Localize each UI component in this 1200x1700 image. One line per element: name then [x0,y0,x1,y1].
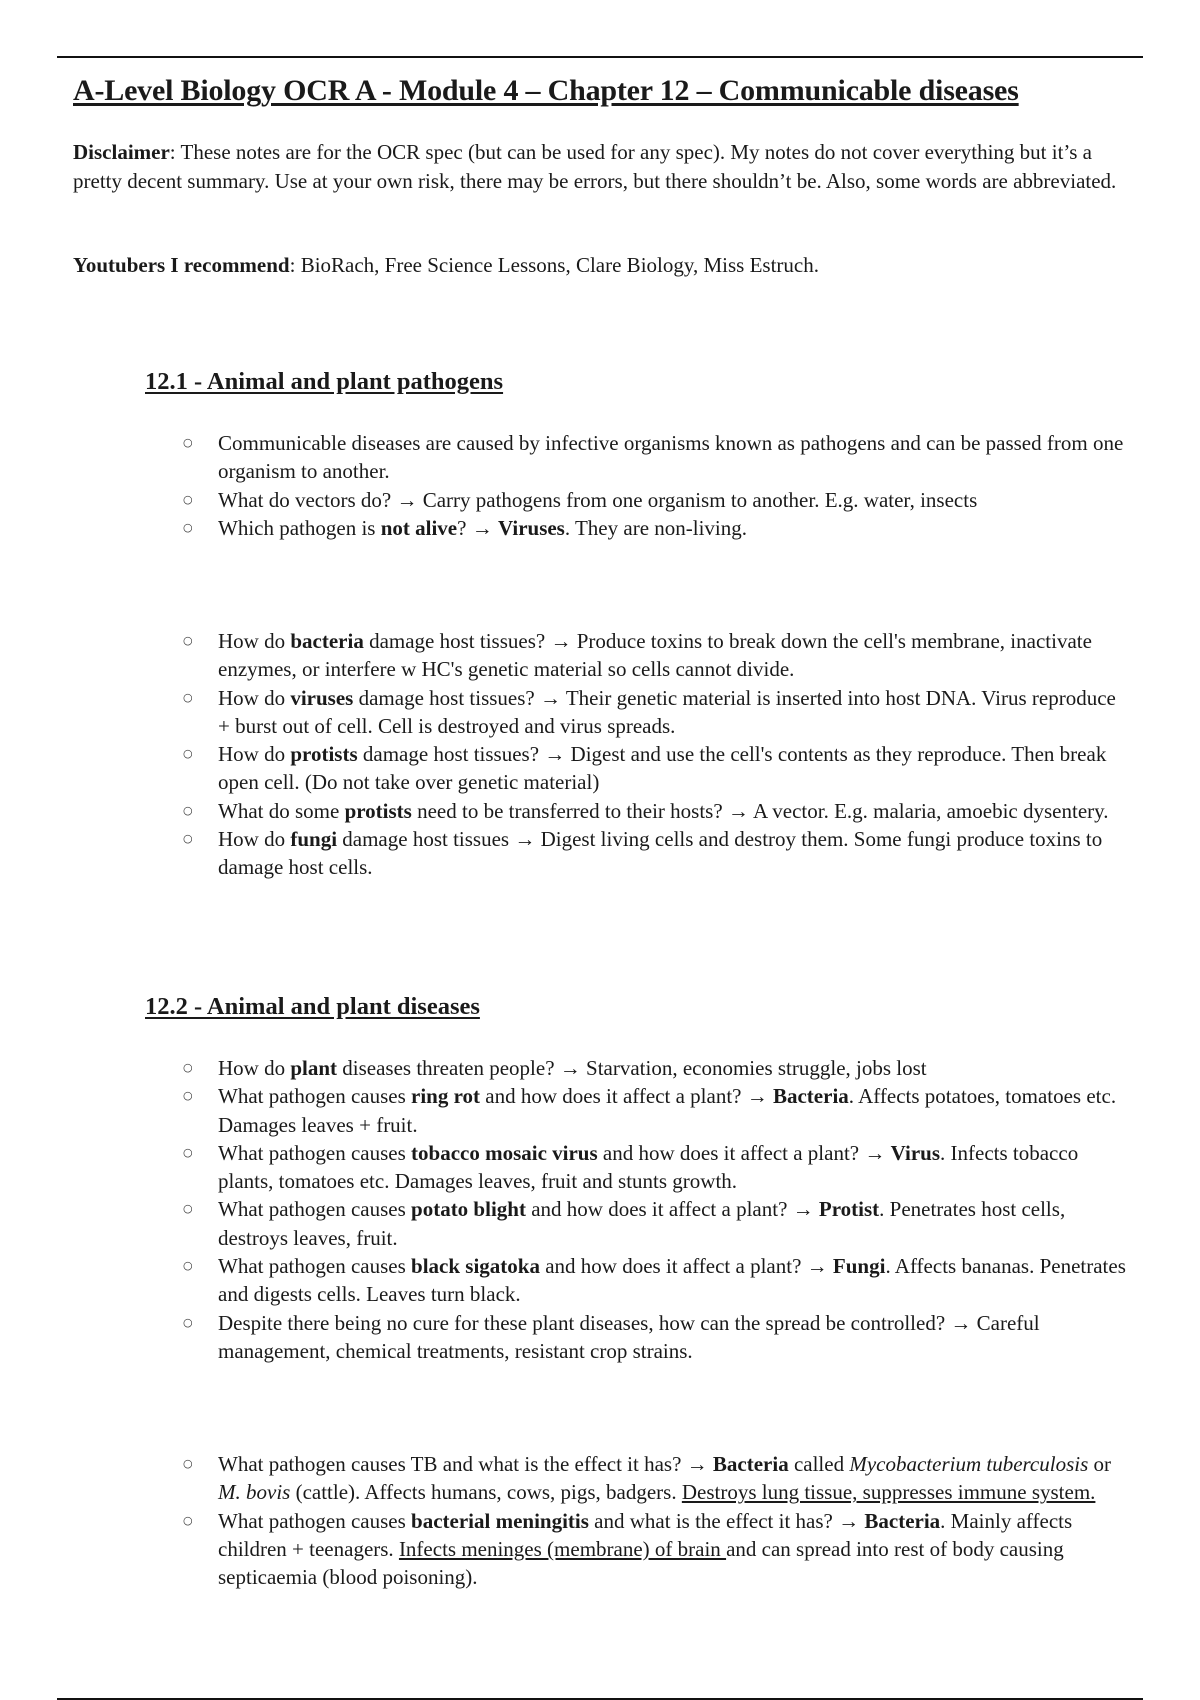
bullet-circle-icon: ○ [183,1259,193,1273]
list-item [0,1309,1128,1366]
bullet-circle-icon: ○ [183,520,193,534]
list-item [0,797,1128,825]
list-item [0,1195,1128,1252]
bullet-circle-icon: ○ [183,747,193,761]
bold-answer: Bacteria [772,1084,849,1109]
list-item-text: and what is the effect it has? → [588,1508,865,1533]
list-item-text: damage host tissues? → Produce toxins to break down the cell's membrane, inactivate enzymes, or interfere w HC's genetic material so cells cannot divide. [218,629,1092,682]
list-item-text: . Affects bananas. Penetrates and digests cells. Leaves turn black. [218,1254,1126,1307]
underlined-effect: Destroys lung tissue, suppresses immune system. [681,1480,1096,1505]
list-item-text: What pathogen causes [218,1140,412,1165]
list-item [0,1507,1128,1592]
bullet-circle-icon: ○ [183,1315,193,1329]
bullet-circle-icon: ○ [183,1513,193,1527]
bullet-circle-icon: ○ [183,1089,193,1103]
list-item [0,429,1128,486]
list-item-text: Communicable diseases are caused by infective organisms known as pathogens and can be passed from one organism to another. [218,431,1124,484]
list-item-text: How do [218,685,291,710]
bold-term: bacterial meningitis [411,1508,589,1533]
bullet-circle-icon: ○ [183,803,193,817]
bullet-list-12-2-a [0,1054,1128,1365]
list-item-text: . Penetrates host cells, destroys leaves, fruit. [218,1197,1066,1250]
section-heading-12-2: 12.2 - Animal and plant diseases [145,993,480,1020]
bold-term: plant [290,1056,338,1080]
bold-answer: Viruses [497,515,565,540]
bold-term: bacteria [290,629,364,653]
bullet-list-12-1-a [0,429,1128,542]
bullet-list-12-2-b [0,1450,1128,1591]
list-item-text: ? → [457,515,498,540]
youtubers-paragraph [73,251,1123,280]
list-item-text: . Infects tobacco plants, tomatoes etc. Damages leaves, fruit and stunts growth. [218,1140,1079,1194]
list-item-text: need to be transferred to their hosts? → A vector. E.g. malaria, amoebic dysentery. [411,798,1109,823]
list-item-text: What pathogen causes [218,1508,412,1533]
list-item-text: Despite there being no cure for these plant diseases, how can the spread be controlled? → Careful management, chemical treatments, resistant crop strains. [218,1310,1040,1363]
bold-term: not alive [380,515,458,540]
bold-term: tobacco mosaic virus [411,1140,598,1165]
list-item-text: What pathogen causes [218,1084,412,1109]
bold-term: protists [290,742,358,767]
species-name: M. bovis [218,1480,291,1505]
bullet-circle-icon: ○ [183,436,193,449]
list-item-text: What pathogen causes [218,1254,412,1279]
bold-term: viruses [290,685,354,710]
bold-answer: Protist [818,1197,880,1222]
list-item-text: and how does it affect a plant? → [597,1140,891,1165]
bold-answer: Virus [890,1140,941,1165]
list-item-text: (cattle). Affects humans, cows, pigs, badgers. [290,1480,682,1505]
list-item [0,740,1128,797]
list-item-text: damage host tissues? → Digest and use the cell's contents as they reproduce. Then break open cell. (Do not take over genetic material) [218,742,1107,795]
list-item-text: damage host tissues → Digest living cells and destroy them. Some fungi produce toxins to damage host cells. [218,827,1103,880]
bullet-circle-icon: ○ [183,634,193,647]
list-item [0,1139,1128,1196]
list-item-text: damage host tissues? → Their genetic material is inserted into host DNA. Virus reproduce + burst out of cell. Cell is destroyed and virus spreads. [218,685,1116,738]
list-item-text: and can spread into rest of body causing septicaemia (blood poisoning). [218,1536,1064,1590]
list-item-text: What pathogen causes TB and what is the effect it has? → [218,1452,713,1476]
bullet-circle-icon: ○ [183,690,193,704]
page-title: A-Level Biology OCR A - Module 4 – Chapter 12 – Communicable diseases [73,74,1019,107]
list-item-text: Which pathogen is [218,515,381,540]
list-item [0,514,1128,542]
youtubers-text: : BioRach, Free Science Lessons, Clare Biology, Miss Estruch. [289,253,819,277]
list-item [0,1082,1128,1139]
species-name: Mycobacterium tuberculosis [849,1452,1089,1476]
list-item [0,684,1128,741]
underlined-effect: Infects meninges (membrane) of brain [398,1536,727,1561]
disclaimer-text: : These notes are for the OCR spec (but can be used for any spec). My notes do not cover everything but it’s a pretty decent summary. Use at your own risk, there may be errors, but there shouldn’t be. Also, some words are abbreviated. [73,140,1117,193]
list-item [0,1450,1128,1507]
list-item-text: How do [218,742,291,767]
bold-answer: Fungi [832,1254,886,1279]
list-item-text: How do [218,629,291,653]
list-item-text: . Affects potatoes, tomatoes etc. Damages leaves + fruit. [218,1084,1117,1137]
list-item-text: and how does it affect a plant? → [480,1084,773,1109]
list-item-text: How do [218,1056,291,1080]
list-item-text: . They are non-living. [564,515,748,540]
bullet-circle-icon: ○ [183,1061,193,1074]
bold-term: fungi [290,827,338,852]
list-item [0,486,1128,514]
list-item-text: How do [218,827,291,852]
list-item-text: What do vectors do? → Carry pathogens from one organism to another. E.g. water, insects [218,487,978,512]
disclaimer-label: Disclaimer [73,140,170,164]
bold-answer: Bacteria [864,1508,941,1533]
list-item [0,1054,1128,1082]
list-item-text: and how does it affect a plant? → [539,1254,833,1279]
list-item-text: What pathogen causes [218,1197,412,1222]
bullet-list-12-1-b [0,627,1128,882]
bold-term: protists [344,798,412,823]
list-item-text: . Mainly affects children + teenagers. [218,1508,1073,1561]
disclaimer-paragraph [73,138,1123,195]
list-item-text: or [1088,1452,1112,1476]
bullet-circle-icon: ○ [183,1145,193,1159]
youtubers-label: Youtubers I recommend [73,253,290,277]
bold-term: potato blight [411,1197,526,1222]
bullet-circle-icon: ○ [183,492,193,506]
bold-term: black sigatoka [411,1254,540,1279]
top-rule [57,56,1143,58]
bullet-circle-icon: ○ [183,1457,193,1470]
list-item-text: called [788,1452,850,1476]
bullet-circle-icon: ○ [183,832,193,846]
list-item-text: diseases threaten people? → Starvation, economies struggle, jobs lost [337,1056,927,1080]
list-item [0,1252,1128,1309]
bold-answer: Bacteria [712,1452,789,1476]
list-item [0,627,1128,684]
bold-term: ring rot [411,1084,481,1109]
list-item [0,825,1128,882]
section-heading-12-1: 12.1 - Animal and plant pathogens [145,368,504,395]
list-item-text: What do some [218,798,345,823]
list-item-text: and how does it affect a plant? → [525,1197,819,1222]
bullet-circle-icon: ○ [183,1202,193,1216]
